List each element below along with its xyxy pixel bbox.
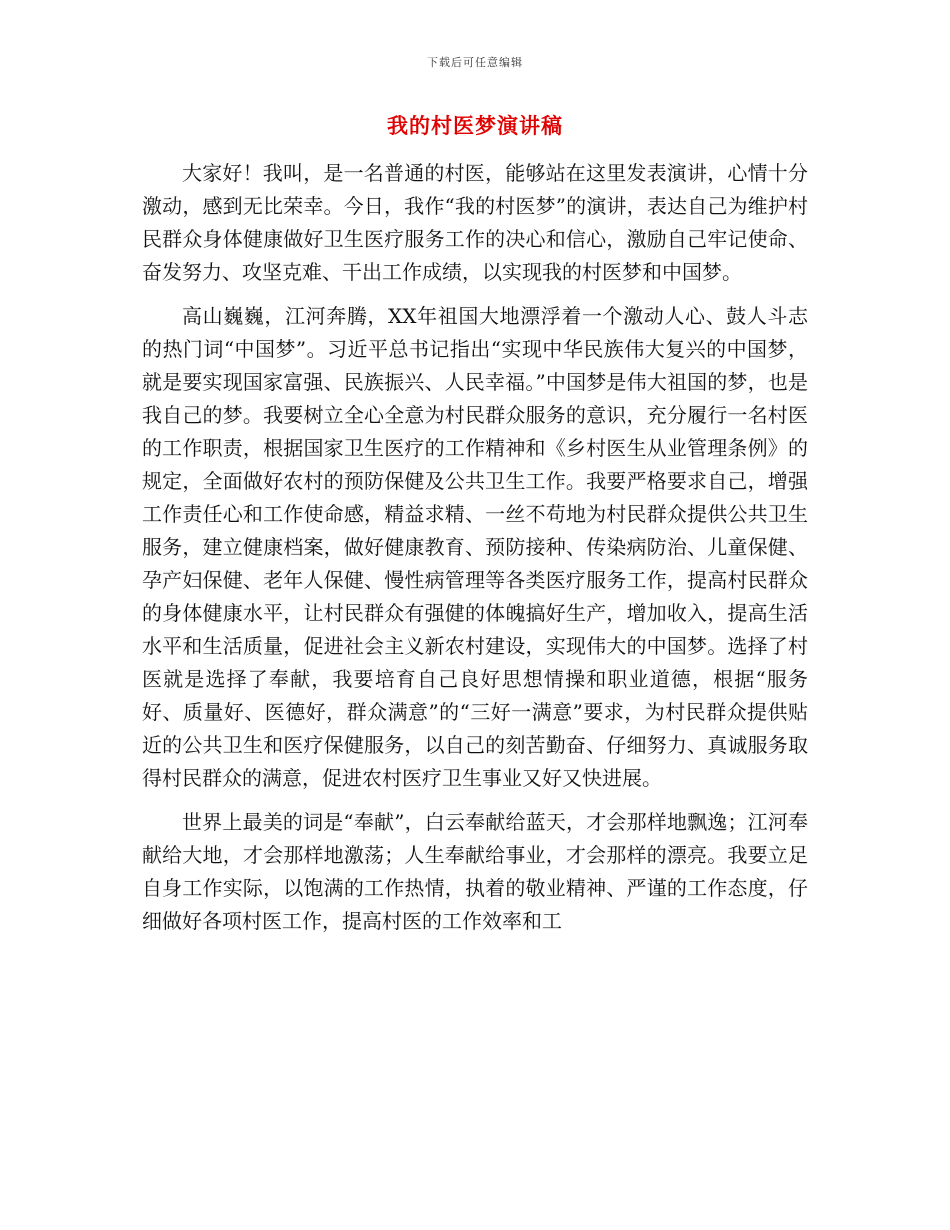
paragraph-2: 高山巍巍，江河奔腾，XX年祖国大地漂浮着一个激动人心、鼓人斗志的热门词“中国梦”。习近平总书记指出“实现中华民族伟大复兴的中国梦，就是要实现国家富强、民族振兴、人民幸福。”中国梦是伟大祖国的梦，也是我自己的梦。我要树立全心全意为村民群众服务的意识，充分履行一名村医的工作职责，根据国家卫生医疗的工作精神和《乡村医生从业管理条例》的规定，全面做好农村的预防保健及公共卫生工作。我要严格要求自己，增强工作责任心和工作使命感，精益求精、一丝不苟地为村民群众提供公共卫生服务，建立健康档案，做好健康教育、预防接种、传染病防治、儿童保健、孕产妇保健、老年人保健、慢性病管理等各类医疗服务工作，提高村民群众的身体健康水平，让村民群众有强健的体魄搞好生产，增加收入，提高生活水平和生活质量，促进社会主义新农村建设，实现伟大的中国梦。选择了村医就是选择了奉献，我要培育自己良好思想情操和职业道德，根据“服务好、质量好、医德好，群众满意”的“三好一满意”要求，为村民群众提供贴近的公共卫生和医疗保健服务，以自己的刻苦勤奋、仔细努力、真诚服务取得村民群众的满意，促进农村医疗卫生事业又好又快进展。 [142, 304, 808, 790]
document-body [142, 157, 808, 949]
paragraph-1: 大家好！我叫，是一名普通的村医，能够站在这里发表演讲，心情十分激动，感到无比荣幸。今日，我作“我的村医梦”的演讲，表达自己为维护村民群众身体健康做好卫生医疗服务工作的决心和信心，激励自己牢记使命、奋发努力、攻坚克难、干出工作成绩，以实现我的村医梦和中国梦。 [142, 161, 808, 284]
header-note: 下载后可任意编辑 [427, 56, 523, 69]
paragraph-3: 世界上最美的词是“奉献”，白云奉献给蓝天，才会那样地飘逸；江河奉献给大地，才会那样地激荡；人生奉献给事业，才会那样的漂亮。我要立足自身工作实际，以饱满的工作热情，执着的敬业精神、严谨的工作态度，仔细做好各项村医工作，提高村医的工作效率和工 [142, 810, 808, 933]
document-title: 我的村医梦演讲稿 [387, 114, 563, 138]
